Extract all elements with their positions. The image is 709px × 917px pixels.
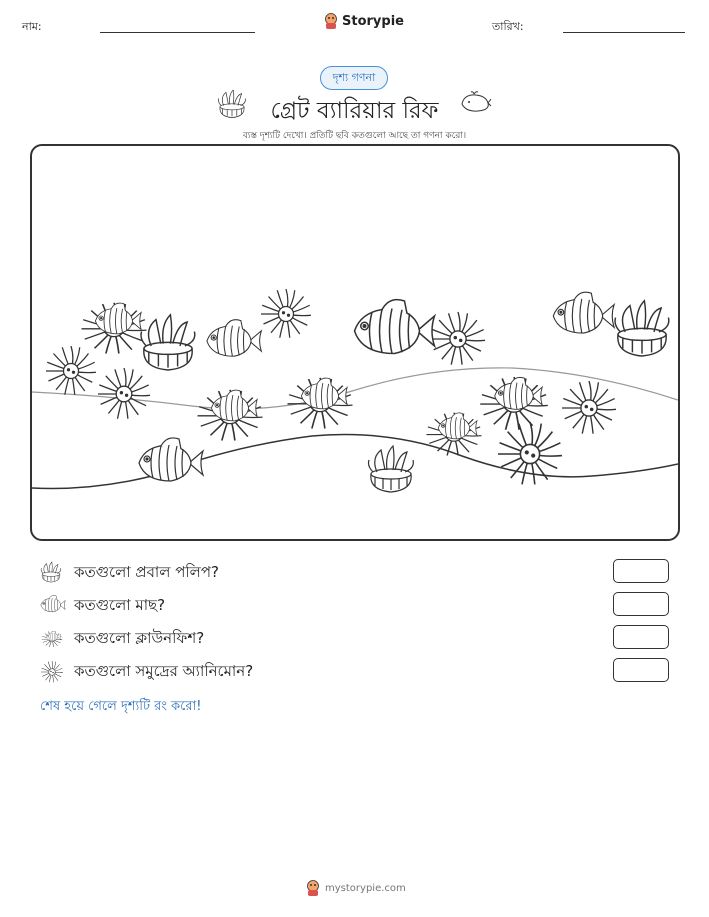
fish-icon (40, 594, 66, 616)
activity-badge: দৃশ্য গণনা (320, 66, 388, 90)
sea-anemone (98, 368, 150, 419)
fish (553, 292, 614, 333)
fish (207, 320, 261, 357)
footer-url[interactable]: mystorypie.com (325, 882, 406, 894)
question-row (40, 625, 670, 651)
sea-anemone (46, 346, 96, 395)
coral-polyp-icon (40, 561, 62, 583)
coral-polyp (141, 315, 195, 370)
clownfish (427, 413, 482, 456)
name-field[interactable] (100, 32, 255, 33)
clownfish-icon (40, 627, 64, 649)
reef-illustration (32, 146, 678, 539)
answer-box[interactable] (613, 592, 669, 616)
whale-icon (460, 90, 492, 116)
reef-scene (30, 144, 680, 541)
page-title: গ্রেট ব্যারিয়ার রিফ (270, 98, 439, 124)
clownfish (82, 303, 147, 354)
question-text: কতগুলো প্রবাল পলিপ? (74, 563, 220, 581)
footer (306, 880, 406, 896)
question-text: কতগুলো সমুদ্রের অ্যানিমোন? (74, 662, 254, 680)
near-seabed-line (32, 435, 678, 489)
date-label: তারিখ: (492, 20, 524, 33)
brand-logo (324, 13, 404, 29)
storypie-icon (306, 880, 320, 896)
brand-name: Storypie (342, 13, 404, 29)
clownfish (198, 390, 263, 441)
clownfish (288, 378, 353, 429)
sea-anemone (498, 422, 562, 484)
coloring-note: শেষ হয়ে গেলে দৃশ্যটি রং করো! (40, 699, 202, 714)
question-row (40, 658, 670, 684)
fish (355, 300, 435, 354)
question-row (40, 559, 670, 585)
coral-polyp (615, 301, 669, 356)
sea-anemone (261, 289, 311, 338)
answer-box[interactable] (613, 559, 669, 583)
clownfish (480, 377, 548, 430)
sea-anemone-icon (40, 660, 64, 684)
date-field[interactable] (563, 32, 685, 33)
storypie-icon (324, 13, 338, 29)
question-row (40, 592, 670, 618)
question-text: কতগুলো মাছ? (74, 596, 166, 614)
coral-polyp (369, 446, 414, 492)
question-text: কতগুলো ক্লাউনফিশ? (74, 629, 205, 647)
answer-box[interactable] (613, 625, 669, 649)
sea-anemone (431, 312, 485, 365)
name-label: নাম: (22, 20, 42, 33)
answer-box[interactable] (613, 658, 669, 682)
instructions: ব্যস্ত দৃশ্যটি দেখো। প্রতিটি ছবি কতগুলো আছে তা গণনা করো। (242, 131, 467, 141)
fish (139, 438, 203, 481)
sea-anemone (562, 381, 616, 434)
